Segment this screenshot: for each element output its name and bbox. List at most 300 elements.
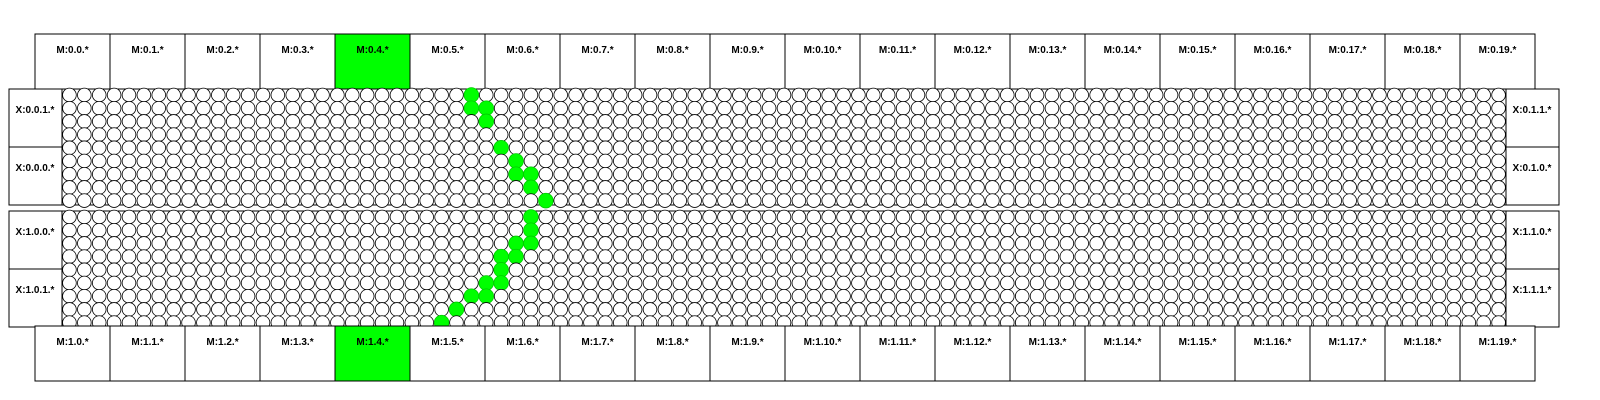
crosspoint[interactable]: [375, 181, 389, 195]
crosspoint[interactable]: [628, 154, 642, 168]
crosspoint[interactable]: [628, 276, 642, 290]
crosspoint[interactable]: [762, 141, 776, 155]
bottom-module-11-box[interactable]: [860, 326, 935, 381]
crosspoint[interactable]: [1402, 303, 1416, 317]
crosspoint[interactable]: [852, 223, 866, 237]
crosspoint[interactable]: [1268, 101, 1282, 115]
crosspoint[interactable]: [122, 303, 136, 317]
crosspoint[interactable]: [792, 263, 806, 277]
crosspoint[interactable]: [1373, 289, 1387, 303]
crosspoint[interactable]: [286, 154, 300, 168]
crosspoint[interactable]: [63, 115, 77, 129]
crosspoint[interactable]: [807, 141, 821, 155]
crosspoint[interactable]: [122, 115, 136, 129]
crosspoint[interactable]: [405, 88, 419, 102]
crosspoint[interactable]: [584, 263, 598, 277]
crosspoint[interactable]: [77, 128, 91, 142]
crosspoint[interactable]: [703, 303, 717, 317]
crosspoint[interactable]: [1373, 194, 1387, 208]
crosspoint[interactable]: [718, 141, 732, 155]
crosspoint[interactable]: [405, 250, 419, 264]
crosspoint[interactable]: [822, 128, 836, 142]
crosspoint[interactable]: [941, 303, 955, 317]
crosspoint[interactable]: [63, 223, 77, 237]
crosspoint[interactable]: [226, 167, 240, 181]
active-crosspoint[interactable]: [464, 289, 479, 304]
crosspoint[interactable]: [747, 181, 761, 195]
crosspoint[interactable]: [718, 115, 732, 129]
crosspoint[interactable]: [1283, 115, 1297, 129]
crosspoint[interactable]: [822, 167, 836, 181]
crosspoint[interactable]: [1105, 181, 1119, 195]
crosspoint[interactable]: [613, 141, 627, 155]
crosspoint[interactable]: [465, 181, 479, 195]
crosspoint[interactable]: [63, 237, 77, 251]
crosspoint[interactable]: [182, 88, 196, 102]
crosspoint[interactable]: [1045, 289, 1059, 303]
crosspoint[interactable]: [1298, 167, 1312, 181]
crosspoint[interactable]: [1373, 115, 1387, 129]
crosspoint[interactable]: [1134, 289, 1148, 303]
crosspoint[interactable]: [896, 237, 910, 251]
crosspoint[interactable]: [1045, 101, 1059, 115]
crosspoint[interactable]: [197, 115, 211, 129]
crosspoint[interactable]: [1000, 167, 1014, 181]
crosspoint[interactable]: [1268, 303, 1282, 317]
crosspoint[interactable]: [822, 141, 836, 155]
crosspoint[interactable]: [390, 263, 404, 277]
crosspoint[interactable]: [271, 194, 285, 208]
crosspoint[interactable]: [926, 303, 940, 317]
crosspoint[interactable]: [77, 237, 91, 251]
crosspoint[interactable]: [1268, 289, 1282, 303]
crosspoint[interactable]: [241, 167, 255, 181]
crosspoint[interactable]: [256, 223, 270, 237]
crosspoint[interactable]: [539, 303, 553, 317]
crosspoint[interactable]: [747, 115, 761, 129]
crosspoint[interactable]: [539, 223, 553, 237]
crosspoint[interactable]: [1298, 141, 1312, 155]
crosspoint[interactable]: [92, 154, 106, 168]
crosspoint[interactable]: [1120, 181, 1134, 195]
crosspoint[interactable]: [1477, 303, 1491, 317]
crosspoint[interactable]: [1209, 101, 1223, 115]
crosspoint[interactable]: [1492, 88, 1506, 102]
crosspoint[interactable]: [1000, 303, 1014, 317]
crosspoint[interactable]: [762, 263, 776, 277]
crosspoint[interactable]: [1060, 88, 1074, 102]
crosspoint[interactable]: [1328, 276, 1342, 290]
crosspoint[interactable]: [167, 181, 181, 195]
active-crosspoint[interactable]: [494, 262, 509, 277]
top-module-11-box[interactable]: [860, 34, 935, 89]
crosspoint[interactable]: [881, 154, 895, 168]
crosspoint[interactable]: [777, 276, 791, 290]
crosspoint[interactable]: [1432, 289, 1446, 303]
crosspoint[interactable]: [1283, 181, 1297, 195]
crosspoint[interactable]: [673, 223, 687, 237]
crosspoint[interactable]: [241, 154, 255, 168]
crosspoint[interactable]: [405, 237, 419, 251]
crosspoint[interactable]: [1298, 181, 1312, 195]
crosspoint[interactable]: [1105, 101, 1119, 115]
crosspoint[interactable]: [822, 276, 836, 290]
crosspoint[interactable]: [733, 154, 747, 168]
active-crosspoint[interactable]: [464, 101, 479, 116]
crosspoint[interactable]: [420, 181, 434, 195]
crosspoint[interactable]: [881, 181, 895, 195]
crosspoint[interactable]: [569, 276, 583, 290]
crosspoint[interactable]: [226, 276, 240, 290]
crosspoint[interactable]: [554, 194, 568, 208]
crosspoint[interactable]: [1402, 263, 1416, 277]
crosspoint[interactable]: [1164, 210, 1178, 224]
crosspoint[interactable]: [569, 128, 583, 142]
crosspoint[interactable]: [822, 181, 836, 195]
crosspoint[interactable]: [628, 303, 642, 317]
crosspoint[interactable]: [971, 276, 985, 290]
crosspoint[interactable]: [360, 237, 374, 251]
crosspoint[interactable]: [807, 237, 821, 251]
crosspoint[interactable]: [331, 303, 345, 317]
crosspoint[interactable]: [509, 210, 523, 224]
crosspoint[interactable]: [1194, 210, 1208, 224]
crosspoint[interactable]: [733, 250, 747, 264]
crosspoint[interactable]: [584, 181, 598, 195]
crosspoint[interactable]: [1477, 210, 1491, 224]
crosspoint[interactable]: [599, 154, 613, 168]
crosspoint[interactable]: [1239, 88, 1253, 102]
crosspoint[interactable]: [688, 128, 702, 142]
crosspoint[interactable]: [852, 167, 866, 181]
crosspoint[interactable]: [1224, 115, 1238, 129]
crosspoint[interactable]: [1373, 210, 1387, 224]
crosspoint[interactable]: [747, 237, 761, 251]
crosspoint[interactable]: [301, 223, 315, 237]
crosspoint[interactable]: [554, 237, 568, 251]
crosspoint[interactable]: [1030, 141, 1044, 155]
crosspoint[interactable]: [77, 101, 91, 115]
crosspoint[interactable]: [1477, 250, 1491, 264]
crosspoint[interactable]: [569, 194, 583, 208]
crosspoint[interactable]: [137, 154, 151, 168]
crosspoint[interactable]: [1179, 194, 1193, 208]
crosspoint[interactable]: [837, 250, 851, 264]
crosspoint[interactable]: [479, 167, 493, 181]
crosspoint[interactable]: [747, 167, 761, 181]
crosspoint[interactable]: [866, 276, 880, 290]
crosspoint[interactable]: [1343, 128, 1357, 142]
crosspoint[interactable]: [1000, 88, 1014, 102]
crosspoint[interactable]: [1343, 141, 1357, 155]
crosspoint[interactable]: [241, 181, 255, 195]
crosspoint[interactable]: [747, 276, 761, 290]
crosspoint[interactable]: [390, 223, 404, 237]
crosspoint[interactable]: [152, 194, 166, 208]
crosspoint[interactable]: [1149, 194, 1163, 208]
crosspoint[interactable]: [1075, 141, 1089, 155]
crosspoint[interactable]: [1373, 154, 1387, 168]
crosspoint[interactable]: [1254, 181, 1268, 195]
crosspoint[interactable]: [971, 223, 985, 237]
crosspoint[interactable]: [1492, 223, 1506, 237]
crosspoint[interactable]: [852, 181, 866, 195]
crosspoint[interactable]: [1239, 210, 1253, 224]
crosspoint[interactable]: [405, 167, 419, 181]
crosspoint[interactable]: [316, 141, 330, 155]
crosspoint[interactable]: [1179, 250, 1193, 264]
crosspoint[interactable]: [628, 115, 642, 129]
crosspoint[interactable]: [1045, 88, 1059, 102]
crosspoint[interactable]: [271, 101, 285, 115]
crosspoint[interactable]: [211, 263, 225, 277]
crosspoint[interactable]: [1060, 141, 1074, 155]
crosspoint[interactable]: [1179, 88, 1193, 102]
crosspoint[interactable]: [1149, 210, 1163, 224]
crosspoint[interactable]: [599, 115, 613, 129]
crosspoint[interactable]: [1239, 237, 1253, 251]
crosspoint[interactable]: [718, 237, 732, 251]
crosspoint[interactable]: [777, 289, 791, 303]
crosspoint[interactable]: [197, 223, 211, 237]
crosspoint[interactable]: [866, 101, 880, 115]
crosspoint[interactable]: [479, 181, 493, 195]
crosspoint[interactable]: [1402, 128, 1416, 142]
crosspoint[interactable]: [107, 88, 121, 102]
crosspoint[interactable]: [1224, 181, 1238, 195]
crosspoint[interactable]: [1060, 303, 1074, 317]
crosspoint[interactable]: [911, 303, 925, 317]
crosspoint[interactable]: [941, 101, 955, 115]
crosspoint[interactable]: [762, 88, 776, 102]
crosspoint[interactable]: [584, 250, 598, 264]
crosspoint[interactable]: [241, 128, 255, 142]
crosspoint[interactable]: [777, 263, 791, 277]
crosspoint[interactable]: [971, 115, 985, 129]
crosspoint[interactable]: [956, 141, 970, 155]
crosspoint[interactable]: [941, 237, 955, 251]
crosspoint[interactable]: [852, 194, 866, 208]
crosspoint[interactable]: [256, 101, 270, 115]
crosspoint[interactable]: [1134, 115, 1148, 129]
crosspoint[interactable]: [703, 263, 717, 277]
crosspoint[interactable]: [1343, 223, 1357, 237]
crosspoint[interactable]: [896, 115, 910, 129]
crosspoint[interactable]: [911, 237, 925, 251]
crosspoint[interactable]: [256, 289, 270, 303]
crosspoint[interactable]: [1417, 276, 1431, 290]
crosspoint[interactable]: [1134, 88, 1148, 102]
crosspoint[interactable]: [1000, 128, 1014, 142]
crosspoint[interactable]: [673, 303, 687, 317]
crosspoint[interactable]: [628, 210, 642, 224]
crosspoint[interactable]: [658, 141, 672, 155]
crosspoint[interactable]: [703, 115, 717, 129]
crosspoint[interactable]: [122, 210, 136, 224]
crosspoint[interactable]: [77, 289, 91, 303]
crosspoint[interactable]: [92, 303, 106, 317]
crosspoint[interactable]: [92, 181, 106, 195]
crosspoint[interactable]: [837, 289, 851, 303]
crosspoint[interactable]: [77, 276, 91, 290]
crosspoint[interactable]: [1298, 263, 1312, 277]
crosspoint[interactable]: [1224, 250, 1238, 264]
crosspoint[interactable]: [375, 101, 389, 115]
crosspoint[interactable]: [866, 303, 880, 317]
crosspoint[interactable]: [911, 263, 925, 277]
crosspoint[interactable]: [1209, 115, 1223, 129]
crosspoint[interactable]: [1239, 263, 1253, 277]
crosspoint[interactable]: [1373, 181, 1387, 195]
crosspoint[interactable]: [688, 115, 702, 129]
crosspoint[interactable]: [777, 88, 791, 102]
crosspoint[interactable]: [182, 101, 196, 115]
crosspoint[interactable]: [807, 223, 821, 237]
crosspoint[interactable]: [465, 167, 479, 181]
crosspoint[interactable]: [1268, 263, 1282, 277]
crosspoint[interactable]: [941, 276, 955, 290]
crosspoint[interactable]: [375, 263, 389, 277]
crosspoint[interactable]: [866, 237, 880, 251]
crosspoint[interactable]: [1045, 194, 1059, 208]
crosspoint[interactable]: [733, 223, 747, 237]
crosspoint[interactable]: [628, 88, 642, 102]
crosspoint[interactable]: [1313, 263, 1327, 277]
crosspoint[interactable]: [911, 141, 925, 155]
crosspoint[interactable]: [1283, 194, 1297, 208]
top-module-5-box[interactable]: [410, 34, 485, 89]
crosspoint[interactable]: [1120, 115, 1134, 129]
crosspoint[interactable]: [1090, 128, 1104, 142]
crosspoint[interactable]: [1254, 303, 1268, 317]
crosspoint[interactable]: [345, 263, 359, 277]
crosspoint[interactable]: [1254, 223, 1268, 237]
crosspoint[interactable]: [316, 154, 330, 168]
crosspoint[interactable]: [1328, 88, 1342, 102]
crosspoint[interactable]: [1224, 303, 1238, 317]
crosspoint[interactable]: [1447, 101, 1461, 115]
top-module-17-box[interactable]: [1310, 34, 1385, 89]
crosspoint[interactable]: [390, 128, 404, 142]
crosspoint[interactable]: [286, 210, 300, 224]
crosspoint[interactable]: [1224, 101, 1238, 115]
crosspoint[interactable]: [822, 303, 836, 317]
crosspoint[interactable]: [137, 210, 151, 224]
crosspoint[interactable]: [435, 115, 449, 129]
crosspoint[interactable]: [435, 141, 449, 155]
crosspoint[interactable]: [360, 115, 374, 129]
crosspoint[interactable]: [896, 223, 910, 237]
crosspoint[interactable]: [866, 289, 880, 303]
crosspoint[interactable]: [167, 210, 181, 224]
crosspoint[interactable]: [777, 194, 791, 208]
crosspoint[interactable]: [941, 128, 955, 142]
crosspoint[interactable]: [703, 250, 717, 264]
crosspoint[interactable]: [956, 276, 970, 290]
crosspoint[interactable]: [152, 276, 166, 290]
crosspoint[interactable]: [1224, 223, 1238, 237]
crosspoint[interactable]: [1060, 263, 1074, 277]
crosspoint[interactable]: [375, 276, 389, 290]
crosspoint[interactable]: [226, 154, 240, 168]
crosspoint[interactable]: [643, 303, 657, 317]
crosspoint[interactable]: [1462, 223, 1476, 237]
crosspoint[interactable]: [271, 276, 285, 290]
crosspoint[interactable]: [628, 263, 642, 277]
crosspoint[interactable]: [643, 210, 657, 224]
crosspoint[interactable]: [256, 88, 270, 102]
crosspoint[interactable]: [956, 154, 970, 168]
crosspoint[interactable]: [1045, 115, 1059, 129]
crosspoint[interactable]: [1120, 237, 1134, 251]
crosspoint[interactable]: [1000, 101, 1014, 115]
crosspoint[interactable]: [1239, 101, 1253, 115]
crosspoint[interactable]: [1164, 303, 1178, 317]
crosspoint[interactable]: [1075, 289, 1089, 303]
crosspoint[interactable]: [1030, 210, 1044, 224]
crosspoint[interactable]: [226, 263, 240, 277]
crosspoint[interactable]: [837, 210, 851, 224]
crosspoint[interactable]: [375, 250, 389, 264]
crosspoint[interactable]: [599, 101, 613, 115]
crosspoint[interactable]: [1402, 101, 1416, 115]
crosspoint[interactable]: [286, 141, 300, 155]
crosspoint[interactable]: [599, 194, 613, 208]
crosspoint[interactable]: [822, 194, 836, 208]
crosspoint[interactable]: [1164, 223, 1178, 237]
crosspoint[interactable]: [1298, 101, 1312, 115]
crosspoint[interactable]: [643, 128, 657, 142]
crosspoint[interactable]: [1000, 289, 1014, 303]
crosspoint[interactable]: [792, 289, 806, 303]
crosspoint[interactable]: [92, 88, 106, 102]
crosspoint[interactable]: [1149, 101, 1163, 115]
crosspoint[interactable]: [1060, 289, 1074, 303]
crosspoint[interactable]: [1477, 167, 1491, 181]
crosspoint[interactable]: [837, 88, 851, 102]
crosspoint[interactable]: [1328, 210, 1342, 224]
bottom-module-14-box[interactable]: [1085, 326, 1160, 381]
crosspoint[interactable]: [688, 289, 702, 303]
crosspoint[interactable]: [256, 263, 270, 277]
crosspoint[interactable]: [703, 194, 717, 208]
crosspoint[interactable]: [747, 101, 761, 115]
crosspoint[interactable]: [1209, 250, 1223, 264]
crosspoint[interactable]: [405, 210, 419, 224]
crosspoint[interactable]: [450, 128, 464, 142]
crosspoint[interactable]: [673, 101, 687, 115]
crosspoint[interactable]: [986, 289, 1000, 303]
crosspoint[interactable]: [881, 250, 895, 264]
crosspoint[interactable]: [271, 154, 285, 168]
active-crosspoint[interactable]: [509, 154, 524, 169]
crosspoint[interactable]: [420, 115, 434, 129]
crosspoint[interactable]: [718, 88, 732, 102]
crosspoint[interactable]: [613, 263, 627, 277]
crosspoint[interactable]: [762, 276, 776, 290]
crosspoint[interactable]: [1030, 101, 1044, 115]
crosspoint[interactable]: [435, 154, 449, 168]
crosspoint[interactable]: [226, 141, 240, 155]
crosspoint[interactable]: [1283, 289, 1297, 303]
crosspoint[interactable]: [584, 128, 598, 142]
crosspoint[interactable]: [613, 210, 627, 224]
crosspoint[interactable]: [807, 303, 821, 317]
crosspoint[interactable]: [1060, 250, 1074, 264]
crosspoint[interactable]: [226, 181, 240, 195]
crosspoint[interactable]: [539, 167, 553, 181]
crosspoint[interactable]: [167, 237, 181, 251]
